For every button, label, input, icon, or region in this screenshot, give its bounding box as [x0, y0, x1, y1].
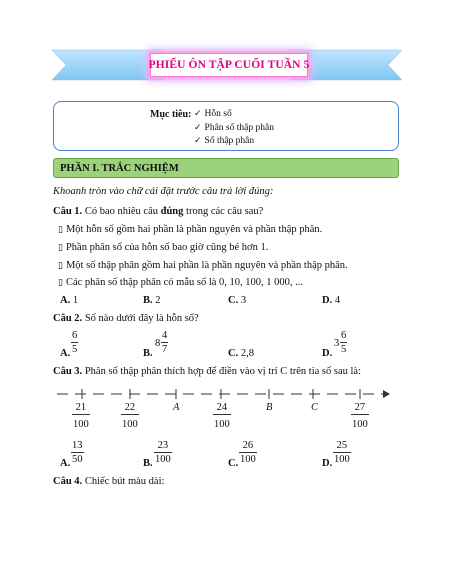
question-4: Câu 4. Chiếc bút màu dài: — [53, 476, 165, 487]
fraction: 23 100 — [155, 440, 171, 465]
number-line-fraction: 24 100 — [214, 402, 230, 430]
fraction: 4 7 — [162, 330, 168, 355]
title-banner — [52, 44, 402, 86]
objective-item: ✓ Phân số thập phân — [194, 123, 274, 133]
section-header: PHẦN I. TRẮC NGHIỆM — [53, 158, 399, 178]
answer-option[interactable]: C. 3 — [228, 295, 247, 306]
point-label: A — [173, 402, 180, 413]
arrow-icon — [383, 390, 390, 398]
number-line-fraction: 21 100 — [73, 402, 89, 430]
check-icon: ✓ — [194, 123, 202, 133]
fraction: 25 100 — [334, 440, 350, 465]
number-line-fraction: 27 100 — [352, 402, 368, 430]
statement-item: ▯ Một hỗn số gồm hai phần là phần nguyên và phần thập phân. — [58, 224, 323, 235]
point-label: C — [311, 402, 319, 413]
page-title: PHIẾU ÔN TẬP CUỐI TUẦN 5 — [150, 53, 308, 77]
statement-item: ▯ Các phân số thập phân có mẫu số là 0, 10, 100, 1 000, ... — [58, 277, 304, 288]
objectives-label: Mục tiêu: — [150, 109, 192, 120]
fraction: 6 5 — [72, 330, 78, 355]
point-label: B — [266, 402, 273, 413]
fraction: 26 100 — [240, 440, 256, 465]
check-icon: ✓ — [194, 136, 202, 146]
instruction: Khoanh tròn vào chữ cái đặt trước câu trả lời đúng: — [53, 186, 274, 197]
answer-option[interactable]: B. 2 — [143, 295, 161, 306]
answer-option[interactable]: D. 4 — [322, 295, 341, 306]
statement-item: ▯ Phần phân số của hỗn số bao giờ cũng bé hơn 1. — [58, 242, 269, 253]
fraction: 13 50 — [72, 440, 83, 465]
number-line-fraction: 22 100 — [122, 402, 138, 430]
objectives-box — [53, 101, 399, 151]
box-marker-icon: ▯ — [58, 243, 63, 253]
objective-item: ✓ Số thập phân — [194, 136, 255, 146]
answer-option[interactable]: A. 1 — [60, 295, 79, 306]
question-2: Câu 2. Số nào dưới đây là hỗn số? — [53, 313, 199, 324]
box-marker-icon: ▯ — [58, 261, 63, 271]
statement-item: ▯ Một số thập phân gồm hai phần là phần nguyên và phần thập phân. — [58, 260, 348, 271]
box-marker-icon: ▯ — [58, 225, 63, 235]
box-marker-icon: ▯ — [58, 278, 63, 288]
objective-item: ✓ Hỗn số — [194, 109, 232, 119]
fraction: 6 5 — [341, 330, 347, 355]
question-3: Câu 3. Phân số thập phân thích hợp để điền vào vị trí C trên tia số sau là: — [53, 366, 361, 377]
question-1: Câu 1. Có bao nhiêu câu đúng trong các câu sau? — [53, 206, 264, 217]
answer-option[interactable]: C. 2,8 — [228, 348, 254, 359]
check-icon: ✓ — [194, 109, 202, 119]
